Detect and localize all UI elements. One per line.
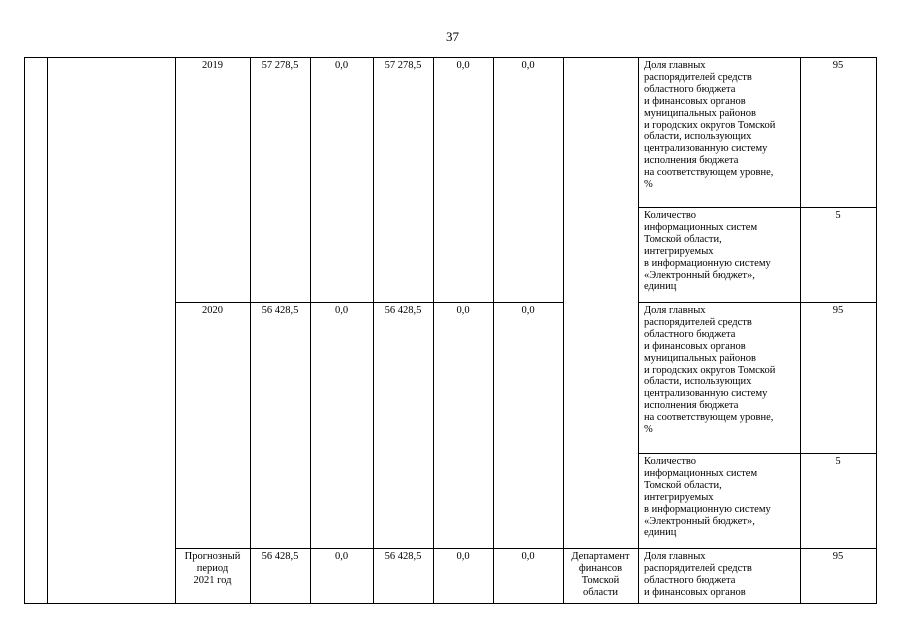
column-divider [373, 57, 374, 604]
row-divider [638, 302, 877, 303]
indicator-text: Доля главных распорядителей средств областного бюджета и финансовых органов [644, 551, 752, 598]
indicator-value: 5 [835, 210, 841, 221]
page-number: 37 [446, 29, 459, 44]
total-cell: 57 278,5 [261, 60, 299, 71]
year-cell: 2019 [202, 60, 223, 71]
row-divider [638, 207, 877, 208]
year-cell: Прогнозный период 2021 год [184, 551, 241, 586]
table-border-bottom [24, 603, 877, 604]
amount-cell: 0,0 [334, 551, 349, 562]
table-border-left [24, 57, 25, 604]
amount-cell: 0,0 [521, 60, 535, 71]
column-divider [175, 57, 176, 604]
indicator-text: Доля главных распорядителей средств областного бюджета и финансовых органов муниципальных районов и городских округов Томской области, использующих централизованную систему исполнения бюджета на соответствующем уровне, % [644, 305, 776, 436]
row-divider [175, 548, 877, 549]
total-cell: 56 428,5 [261, 551, 299, 562]
row-divider [175, 302, 563, 303]
column-divider [433, 57, 434, 604]
amount-cell: 57 278,5 [384, 60, 422, 71]
column-divider [563, 57, 564, 604]
column-divider [493, 57, 494, 604]
amount-cell: 0,0 [456, 551, 470, 562]
column-divider [310, 57, 311, 604]
amount-cell: 0,0 [521, 305, 535, 316]
row-divider [638, 453, 877, 454]
amount-cell: 56 428,5 [384, 551, 422, 562]
amount-cell: 0,0 [456, 305, 470, 316]
table-border-right [876, 57, 877, 604]
indicator-value: 95 [832, 551, 844, 562]
amount-cell: 56 428,5 [384, 305, 422, 316]
column-divider [638, 57, 639, 604]
indicator-value: 5 [835, 456, 841, 467]
column-divider [47, 57, 48, 604]
indicator-text: Доля главных распорядителей средств областного бюджета и финансовых органов муниципальных районов и городских округов Томской области, использующих централизованную систему исполнения бюджета на соответствующем уровне, % [644, 60, 776, 191]
total-cell: 56 428,5 [261, 305, 299, 316]
amount-cell: 0,0 [456, 60, 470, 71]
executor-cell: Департамент финансов Томской области [571, 551, 630, 598]
amount-cell: 0,0 [334, 60, 349, 71]
indicator-text: Количество информационных систем Томской области, интегрируемых в информационную систему «Электронный бюджет», единиц [644, 456, 771, 539]
column-divider [250, 57, 251, 604]
indicator-value: 95 [832, 305, 844, 316]
indicator-value: 95 [832, 60, 844, 71]
indicator-text: Количество информационных систем Томской области, интегрируемых в информационную систему «Электронный бюджет», единиц [644, 210, 771, 293]
amount-cell: 0,0 [521, 551, 535, 562]
column-divider [800, 57, 801, 604]
amount-cell: 0,0 [334, 305, 349, 316]
table-border-top [24, 57, 877, 58]
year-cell: 2020 [202, 305, 223, 316]
